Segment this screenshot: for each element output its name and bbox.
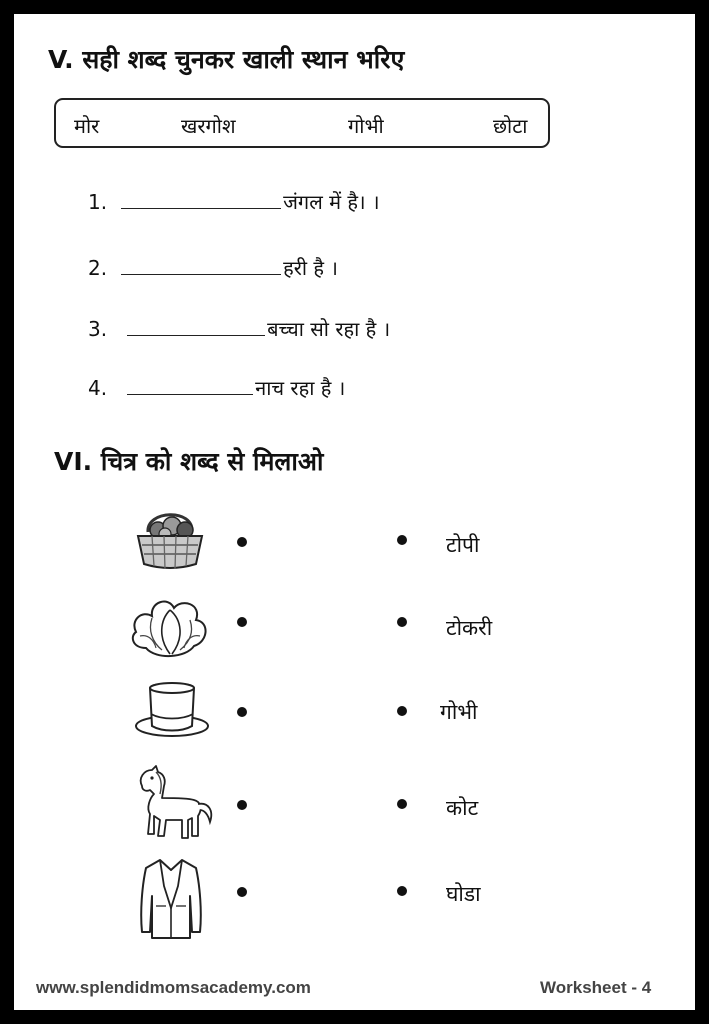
match-dot-left[interactable]: [237, 537, 247, 547]
match-dot-right[interactable]: [397, 706, 407, 716]
word-bank-item: खरगोश: [181, 114, 236, 138]
answer-blank[interactable]: [127, 378, 253, 395]
question-row: [88, 374, 345, 401]
match-dot-right[interactable]: [397, 617, 407, 627]
word-bank-item: गोभी: [348, 114, 384, 138]
question-number: 4.: [88, 376, 108, 400]
match-word: टोकरी: [446, 616, 493, 640]
word-bank-item: मोर: [74, 114, 100, 138]
answer-blank[interactable]: [121, 192, 281, 209]
question-row: [88, 315, 390, 342]
match-word: टोपी: [446, 533, 480, 557]
horse-icon: [132, 764, 216, 848]
match-word: कोट: [446, 796, 479, 820]
question-text: नाच रहा है ।: [255, 376, 346, 400]
top-hat-icon: [132, 678, 212, 744]
match-dot-right[interactable]: [397, 535, 407, 545]
question-row: [88, 188, 380, 215]
footer-website: www.splendidmomsacademy.com: [36, 978, 311, 997]
question-row: [88, 254, 338, 281]
question-text: बच्चा सो रहा है ।: [267, 317, 391, 341]
match-dot-left[interactable]: [237, 617, 247, 627]
question-text: जंगल में है। ।: [283, 190, 380, 214]
word-bank: [54, 98, 550, 148]
section-6-heading: VI. चित्र को शब्द से मिलाओ: [54, 447, 324, 476]
cabbage-icon: [128, 592, 212, 662]
match-dot-left[interactable]: [237, 800, 247, 810]
match-dot-right[interactable]: [397, 799, 407, 809]
match-dot-left[interactable]: [237, 707, 247, 717]
word-bank-item: छोटा: [493, 114, 528, 138]
match-dot-right[interactable]: [397, 886, 407, 896]
footer-worksheet-label: Worksheet - 4: [540, 978, 652, 997]
answer-blank[interactable]: [121, 258, 281, 275]
question-number: 3.: [88, 317, 108, 341]
question-number: 1.: [88, 190, 108, 214]
match-word: गोभी: [440, 700, 478, 724]
match-word: घोडा: [446, 882, 481, 906]
basket-of-fruits-icon: [132, 498, 208, 574]
coat-icon: [138, 856, 204, 940]
question-text: हरी है ।: [283, 256, 338, 280]
match-dot-left[interactable]: [237, 887, 247, 897]
answer-blank[interactable]: [127, 319, 265, 336]
section-5-heading: V. सही शब्द चुनकर खाली स्थान भरिए: [48, 45, 405, 74]
question-number: 2.: [88, 256, 108, 280]
worksheet-page: [14, 14, 695, 1010]
